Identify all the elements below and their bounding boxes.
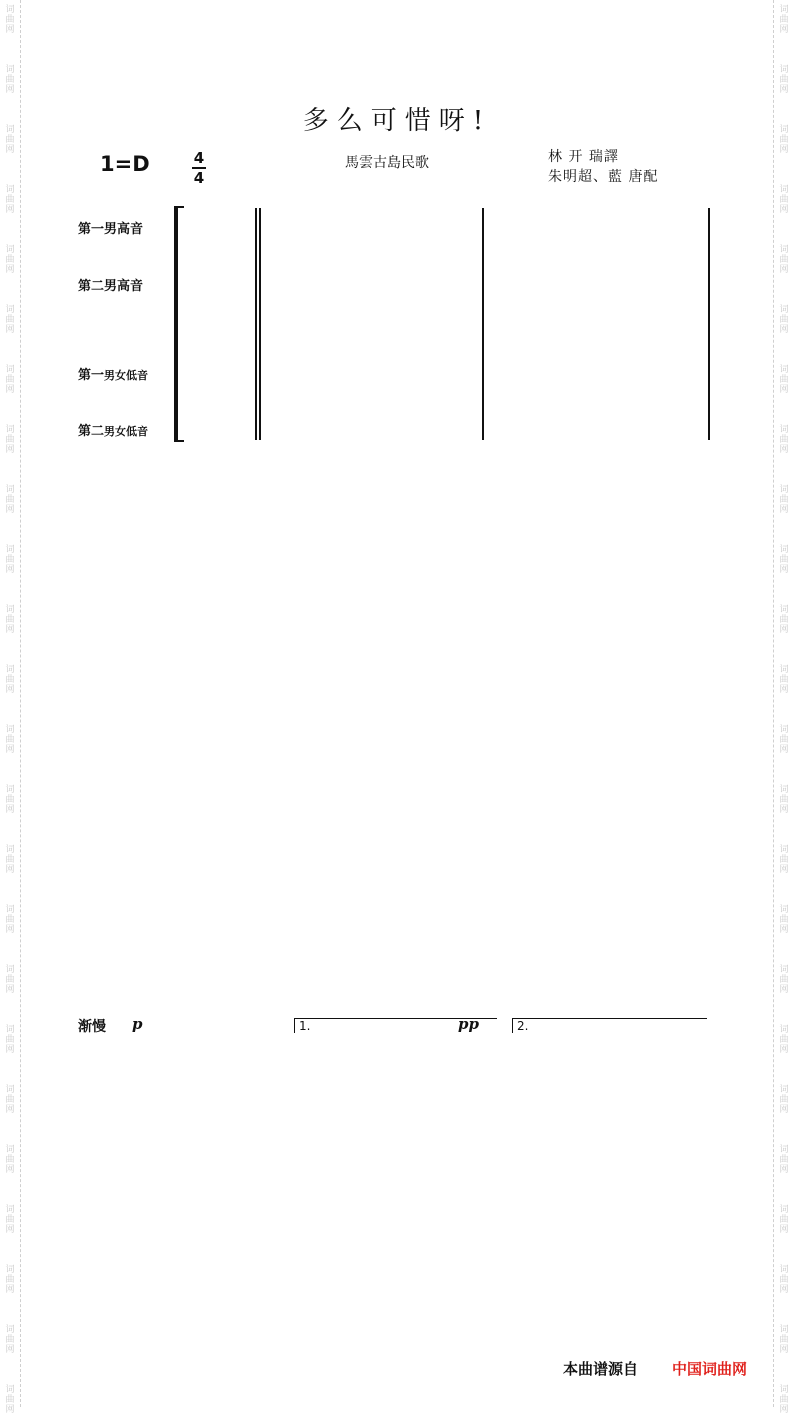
watermark-text: 词曲网 — [779, 65, 789, 95]
system-bracket — [174, 206, 178, 442]
watermark-text: 词曲网 — [779, 605, 789, 635]
voice-label-bass-2-kind: 男女低音 — [104, 425, 149, 438]
watermark-text: 词曲网 — [5, 1385, 15, 1415]
watermark-text: 词曲网 — [779, 1085, 789, 1115]
watermark-text: 词曲网 — [5, 605, 15, 635]
bar-line — [255, 208, 257, 440]
first-ending-bracket: 1. — [294, 1018, 497, 1033]
watermark-text: 词曲网 — [779, 5, 789, 35]
bracket-cap — [174, 206, 184, 208]
watermark-text: 词曲网 — [779, 545, 789, 575]
watermark-text: 词曲网 — [5, 485, 15, 515]
voice-label-bass-1-kind: 男女低音 — [104, 369, 149, 382]
watermark-text: 词曲网 — [5, 665, 15, 695]
watermark-text: 词曲网 — [779, 1145, 789, 1175]
bar-line — [708, 208, 710, 440]
translator-credit: 林 开 瑞譯 — [548, 149, 619, 165]
bracket-cap — [174, 440, 184, 442]
voice-label-tenor-1: 第一男高音 — [78, 222, 144, 237]
watermark-text: 词曲网 — [779, 365, 789, 395]
watermark-text: 词曲网 — [5, 365, 15, 395]
watermark-text: 词曲网 — [779, 1025, 789, 1055]
song-title: 多么可惜呀! — [302, 106, 492, 136]
arranger-credit: 朱明超、藍 唐配 — [548, 169, 659, 185]
watermark-text: 词曲网 — [5, 905, 15, 935]
watermark-text: 词曲网 — [779, 725, 789, 755]
watermark-text: 词曲网 — [5, 1205, 15, 1235]
repeat-bar — [259, 208, 261, 440]
voice-label-tenor-2: 第二男高音 — [78, 279, 144, 294]
tempo-marking: 渐慢 — [78, 1019, 106, 1035]
song-origin: 馬雲古島民歌 — [345, 155, 429, 171]
watermark-text: 词曲网 — [779, 305, 789, 335]
watermark-text: 词曲网 — [5, 1265, 15, 1295]
watermark-text: 词曲网 — [5, 245, 15, 275]
watermark-text: 词曲网 — [779, 785, 789, 815]
voice-label-bass-2-num: 第二 — [78, 424, 105, 439]
voice-label-bass-2 — [78, 420, 148, 439]
watermark-text: 词曲网 — [5, 1325, 15, 1355]
watermark-text: 词曲网 — [779, 665, 789, 695]
watermark-text: 词曲网 — [779, 1325, 789, 1355]
watermark-text: 词曲网 — [5, 1085, 15, 1115]
watermark-text: 词曲网 — [779, 425, 789, 455]
watermark-text: 词曲网 — [779, 905, 789, 935]
watermark-text: 词曲网 — [5, 185, 15, 215]
watermark-text: 词曲网 — [5, 1025, 15, 1055]
watermark-text: 词曲网 — [779, 1205, 789, 1235]
second-ending-bracket: 2. — [512, 1018, 707, 1033]
voice-label-bass-1 — [78, 364, 148, 383]
footer-source: 本曲谱源自 — [563, 1360, 639, 1378]
watermark-text: 词曲网 — [5, 125, 15, 155]
bar-line — [482, 208, 484, 440]
dynamic-p: p — [132, 1015, 143, 1033]
key-signature: 1=D — [100, 152, 150, 176]
watermark-text: 词曲网 — [5, 1145, 15, 1175]
watermark-text: 词曲网 — [779, 1385, 789, 1415]
watermark-text: 词曲网 — [779, 185, 789, 215]
watermark-text: 词曲网 — [779, 125, 789, 155]
watermark-text: 词曲网 — [779, 1265, 789, 1295]
watermark-text: 词曲网 — [779, 845, 789, 875]
time-signature — [192, 150, 206, 186]
watermark-text: 词曲网 — [5, 785, 15, 815]
dynamic-pp: pp — [458, 1015, 479, 1033]
footer-site: 中国词曲网 — [672, 1360, 748, 1378]
meter-bottom: 4 — [193, 169, 205, 187]
watermark-text: 词曲网 — [5, 845, 15, 875]
watermark-text: 词曲网 — [779, 485, 789, 515]
watermark-text: 词曲网 — [5, 5, 15, 35]
watermark-text: 词曲网 — [5, 725, 15, 755]
watermark-text: 词曲网 — [779, 245, 789, 275]
watermark-text: 词曲网 — [779, 965, 789, 995]
watermark-text: 词曲网 — [5, 965, 15, 995]
watermark-text: 词曲网 — [5, 425, 15, 455]
meter-top: 4 — [193, 149, 205, 167]
watermark-text: 词曲网 — [5, 65, 15, 95]
voice-label-bass-1-num: 第一 — [78, 368, 105, 383]
watermark-text: 词曲网 — [5, 305, 15, 335]
watermark-text: 词曲网 — [5, 545, 15, 575]
